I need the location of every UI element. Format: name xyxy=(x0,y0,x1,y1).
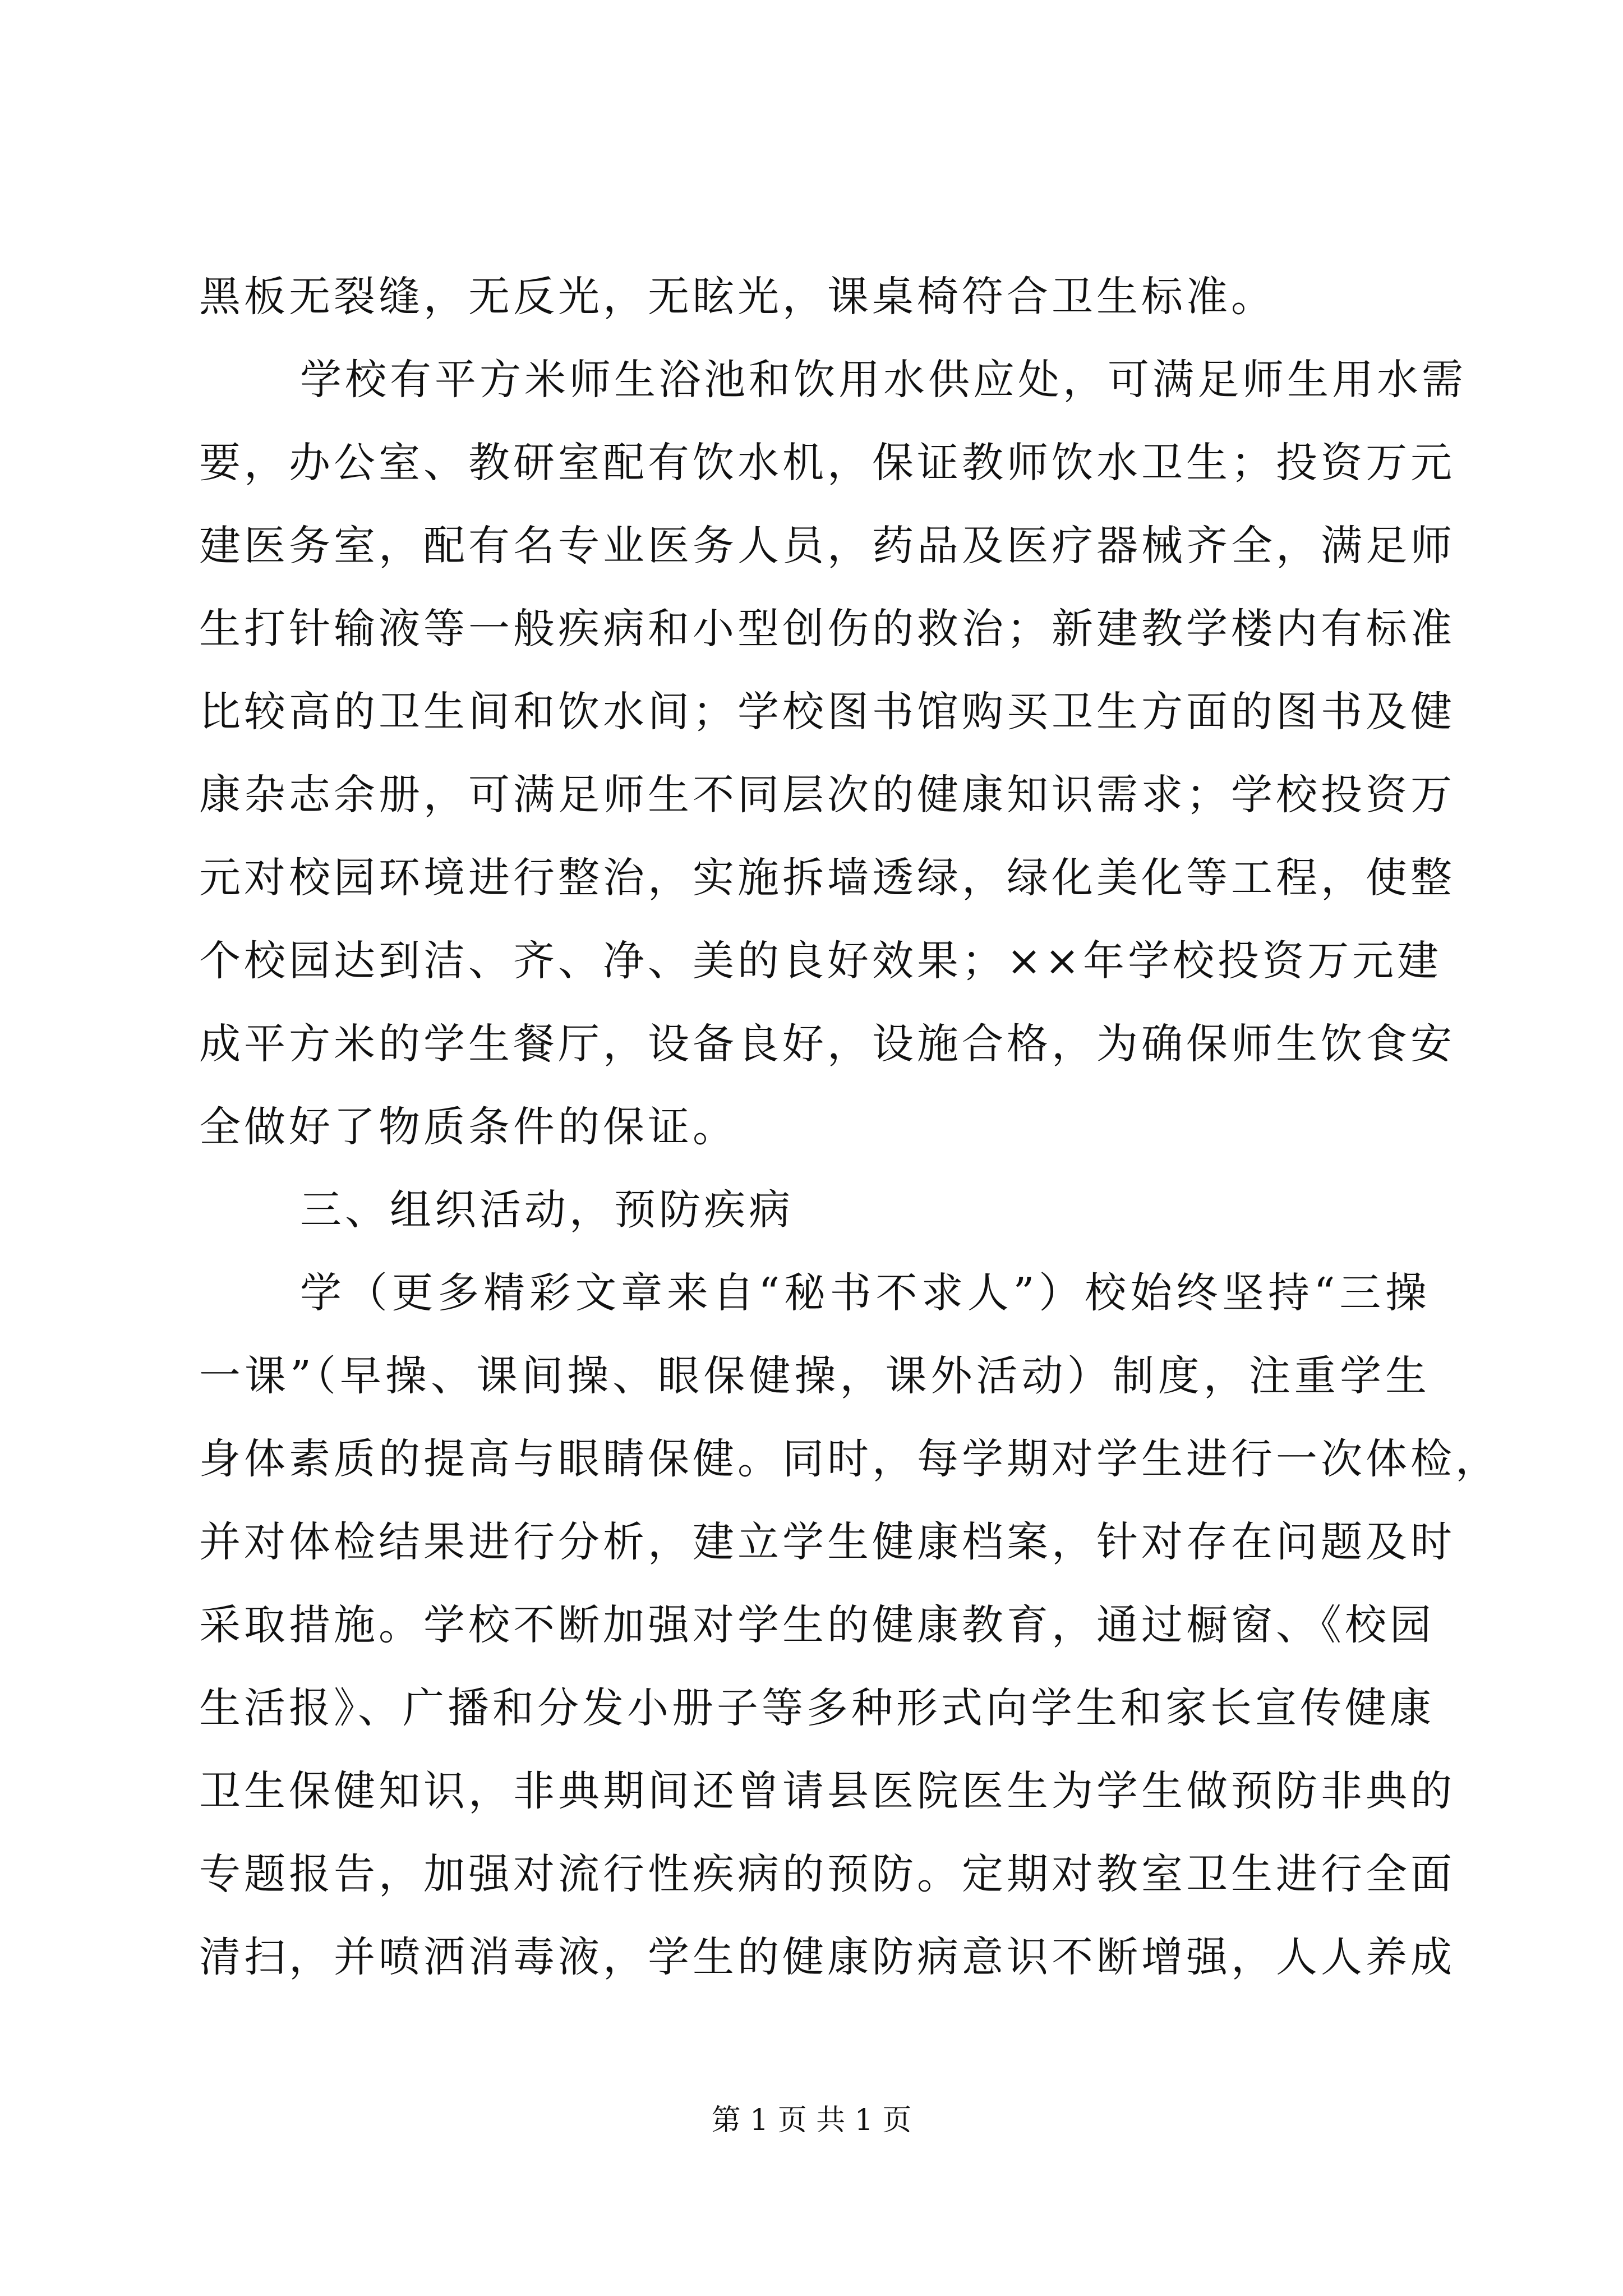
text-line: 元对校园环境进行整治，实施拆墙透绿，绿化美化等工程，使整 xyxy=(199,854,1455,902)
text-line: 生打针输液等一般疾病和小型创伤的救治；新建教学楼内有标准 xyxy=(199,605,1455,653)
section-heading: 三、组织活动，预防疾病 xyxy=(300,1186,794,1234)
text-line: 采取措施。学校不断加强对学生的健康教育，通过橱窗、《校园 xyxy=(199,1601,1435,1649)
document-body xyxy=(199,255,1500,1999)
text-line: 建医务室，配有名专业医务人员，药品及医疗器械齐全，满足师 xyxy=(199,522,1455,570)
text-line: 全做好了物质条件的保证。 xyxy=(199,1103,737,1151)
text-line: 并对体检结果进行分析，建立学生健康档案，针对存在问题及时 xyxy=(199,1518,1455,1566)
text-line: 比较高的卫生间和饮水间；学校图书馆购买卫生方面的图书及健 xyxy=(199,688,1455,736)
text-line: 要，办公室、教研室配有饮水机，保证教师饮水卫生；投资万元 xyxy=(199,439,1455,487)
text-line: 卫生保健知识，非典期间还曾请县医院医生为学生做预防非典的 xyxy=(199,1767,1455,1815)
text-line: 专题报告，加强对流行性疾病的预防。定期对教室卫生进行全面 xyxy=(199,1850,1455,1898)
text-line: 康杂志余册，可满足师生不同层次的健康知识需求；学校投资万 xyxy=(199,771,1455,819)
text-line: 个校园达到洁、齐、净、美的良好效果；××年学校投资万元建 xyxy=(199,937,1442,985)
text-line: 生活报》、广播和分发小册子等多种形式向学生和家长宣传健康 xyxy=(199,1684,1435,1732)
page-footer: 第 1 页 共 1 页 xyxy=(711,2104,912,2137)
text-line: 身体素质的提高与眼睛保健。同时，每学期对学生进行一次体检， xyxy=(199,1435,1500,1483)
paragraph-first-line: 学（更多精彩文章来自“秘书不求人”）校始终坚持“三操 xyxy=(300,1269,1430,1317)
text-line: 黑板无裂缝，无反光，无眩光，课桌椅符合卫生标准。 xyxy=(199,273,1276,321)
text-line: 成平方米的学生餐厅，设备良好，设施合格，为确保师生饮食安 xyxy=(199,1020,1455,1068)
text-line: 一课”（早操、课间操、眼保健操，课外活动）制度，注重学生 xyxy=(199,1352,1430,1400)
paragraph-first-line: 学校有平方米师生浴池和饮用水供应处，可满足师生用水需 xyxy=(300,356,1467,404)
text-line: 清扫，并喷洒消毒液，学生的健康防病意识不断增强，人人养成 xyxy=(199,1933,1455,1981)
